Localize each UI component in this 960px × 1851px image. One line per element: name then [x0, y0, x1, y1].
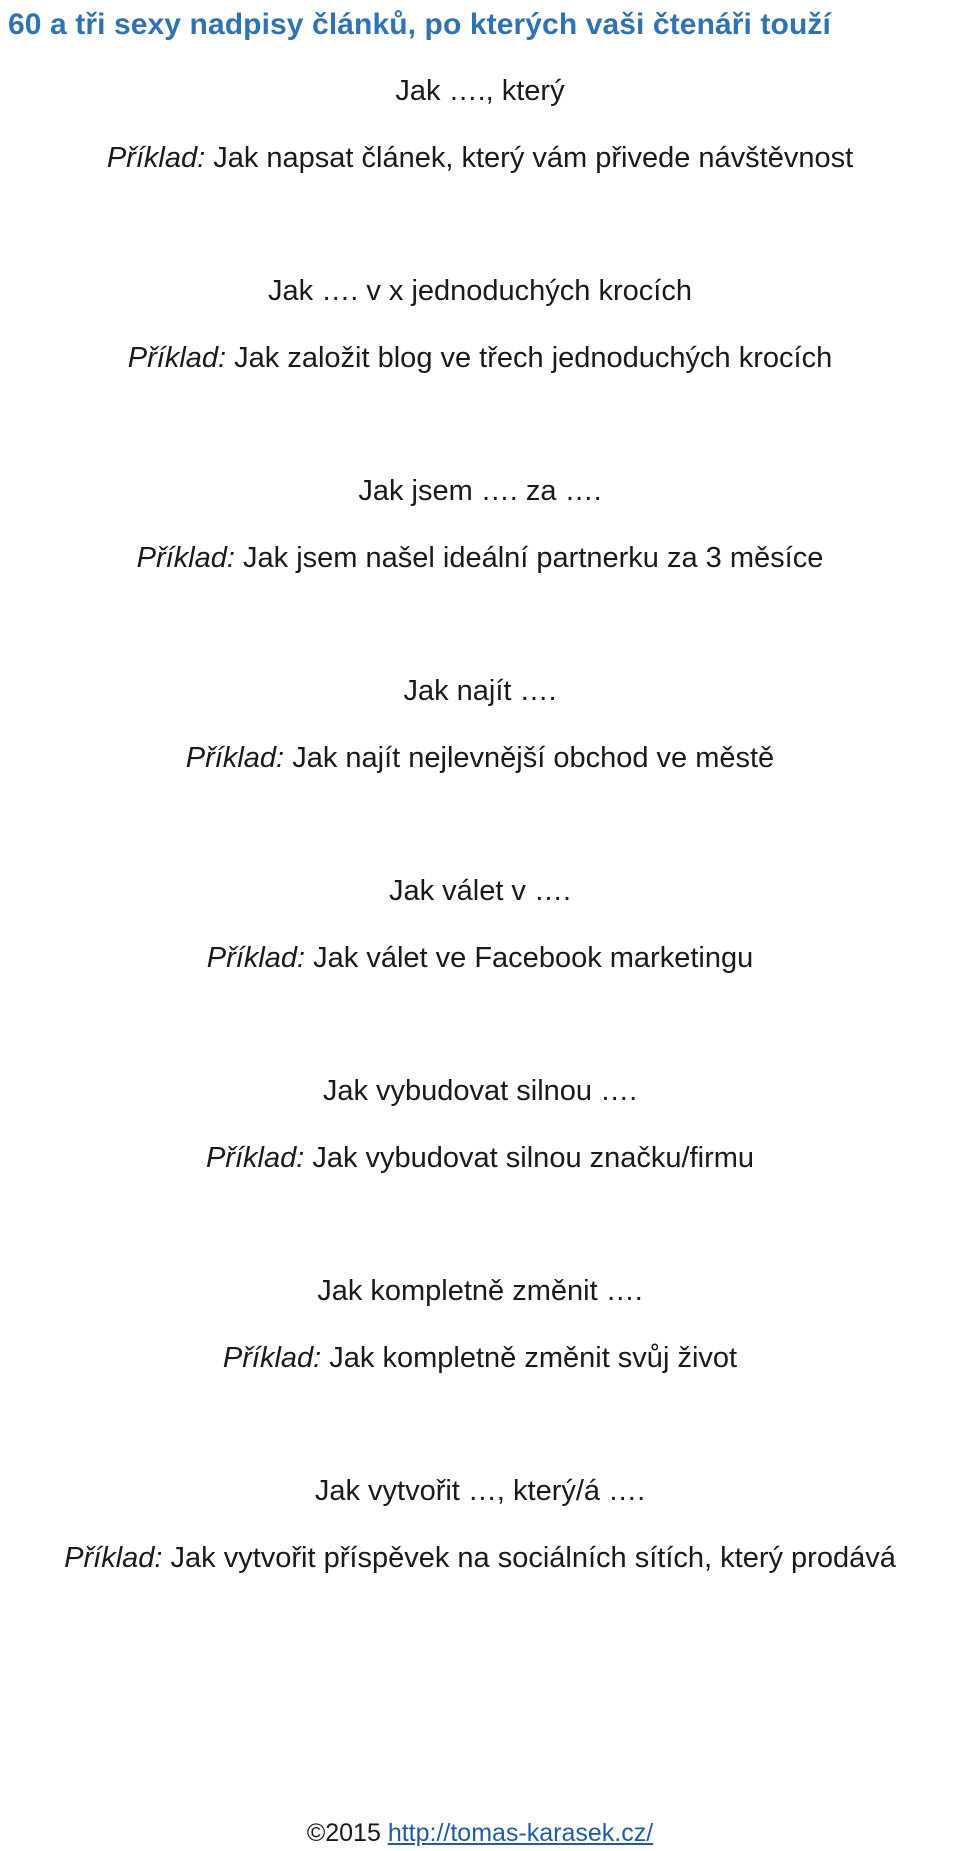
headline-example: [0, 1138, 960, 1178]
headline-entry: [0, 871, 960, 978]
example-text: Jak vytvořit příspěvek na sociálních sítích, který prodává: [170, 1542, 896, 1574]
example-label: Příklad:: [206, 942, 306, 974]
example-text: Jak vybudovat silnou značku/firmu: [312, 1142, 755, 1174]
headline-template: Jak vybudovat silnou ….: [322, 1075, 638, 1107]
document-title: 60 a tři sexy nadpisy článků, po kterých vaši čtenáři touží: [8, 8, 831, 41]
example-text: Jak napsat článek, který vám přivede návštěvnost: [213, 142, 854, 174]
example-label: Příklad:: [64, 1542, 163, 1574]
headline-template: Jak najít ….: [403, 675, 557, 707]
headline-example: [0, 938, 960, 978]
example-text: Jak založit blog ve třech jednoduchých krocích: [234, 342, 833, 374]
headline-example: [0, 738, 960, 778]
headline-entry: [0, 71, 960, 178]
headline-entry: [0, 1471, 960, 1578]
headline-entry: [0, 671, 960, 778]
page-footer: [0, 1816, 960, 1850]
example-label: Příklad:: [205, 1142, 305, 1174]
headline-entry: [0, 1071, 960, 1178]
example-text: Jak válet ve Facebook marketingu: [313, 942, 754, 974]
headline-entry: [0, 471, 960, 578]
example-label: Příklad:: [222, 1342, 322, 1374]
headline-template: Jak kompletně změnit ….: [317, 1275, 643, 1307]
headline-example: [0, 1338, 960, 1378]
website-link[interactable]: http://tomas-karasek.cz/: [387, 1819, 654, 1847]
headline-example: [0, 138, 960, 178]
example-text: Jak jsem našel ideální partnerku za 3 měsíce: [243, 542, 824, 574]
headline-template: Jak …. v x jednoduchých krocích: [268, 275, 692, 307]
headline-template: Jak válet v ….: [388, 875, 572, 907]
headline-entry: [0, 271, 960, 378]
example-text: Jak kompletně změnit svůj život: [329, 1342, 738, 1374]
example-label: Příklad:: [106, 142, 206, 174]
example-label: Příklad:: [136, 542, 235, 574]
copyright-text: ©2015: [306, 1819, 381, 1847]
headline-example: [0, 1538, 960, 1578]
headline-template: Jak vytvořit …, který/á ….: [314, 1475, 646, 1507]
example-label: Příklad:: [127, 342, 227, 374]
example-text: Jak najít nejlevnější obchod ve městě: [292, 742, 775, 774]
headline-entry: [0, 1271, 960, 1378]
example-label: Příklad:: [185, 742, 285, 774]
headline-template: Jak …., který: [395, 75, 565, 107]
headline-template: Jak jsem …. za ….: [358, 475, 602, 507]
headline-example: [0, 338, 960, 378]
headline-example: [0, 538, 960, 578]
